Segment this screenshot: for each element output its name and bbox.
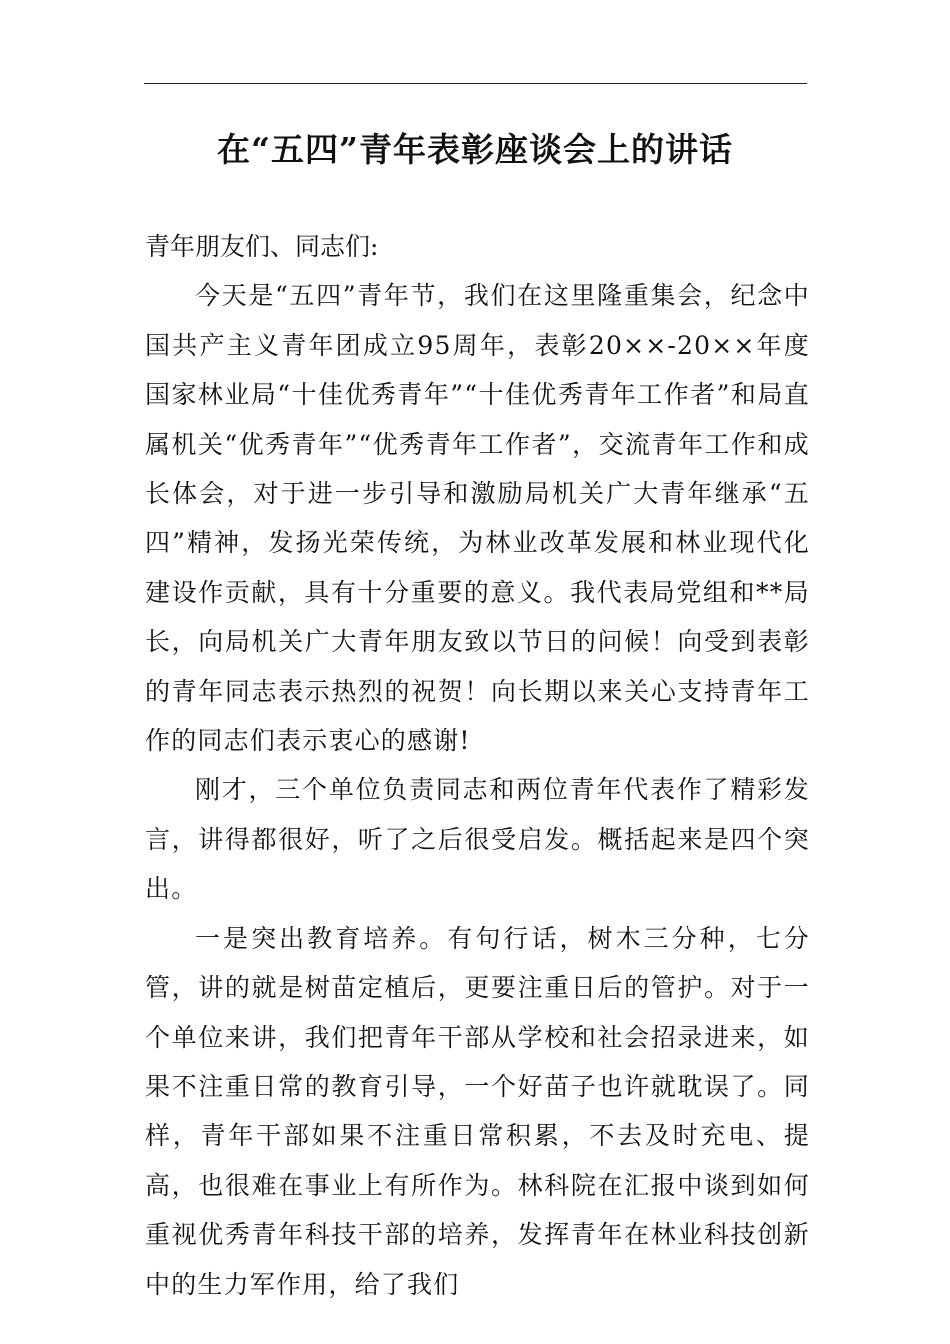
- paragraph-summary: 刚才，三个单位负责同志和两位青年代表作了精彩发言，讲得都很好，听了之后很受启发。概括起来是四个突出。: [145, 775, 810, 904]
- salutation: 青年朋友们、同志们:: [145, 232, 379, 261]
- paragraph-point-one: 一是突出教育培养。有句行话，树木三分种，七分管，讲的就是树苗定植后，更要注重日后的管护。对于一个单位来讲，我们把青年干部从学校和社会招录进来，如果不注重日常的教育引导，一个好苗子也许就耽误了。同样，青年干部如果不注重日常积累，不去及时充电、提高，也很难在事业上有所作为。林科院在汇报中谈到如何重视优秀青年科技干部的培养，发挥青年在林业科技创新中的生力军作用，给了我们: [145, 923, 810, 1299]
- paragraph-opening: 今天是“五四”青年节，我们在这里隆重集会，纪念中国共产主义青年团成立95周年，表彰20××-20××年度国家林业局“十佳优秀青年”“十佳优秀青年工作者”和局直属机关“优秀青年”“优秀青年工作者”，交流青年工作和成长体会，对于进一步引导和激励局机关广大青年继承“五四”精神，发扬光荣传统，为林业改革发展和林业现代化建设作贡献，具有十分重要的意义。我代表局党组和**局长，向局机关广大青年朋友致以节日的问候！向受到表彰的青年同志表示热烈的祝贺！向长期以来关心支持青年工作的同志们表示衷心的感谢!: [145, 281, 810, 756]
- document-title: 在“五四”青年表彰座谈会上的讲话: [217, 130, 733, 169]
- document-body: [145, 222, 810, 1309]
- header-rule: [144, 83, 807, 84]
